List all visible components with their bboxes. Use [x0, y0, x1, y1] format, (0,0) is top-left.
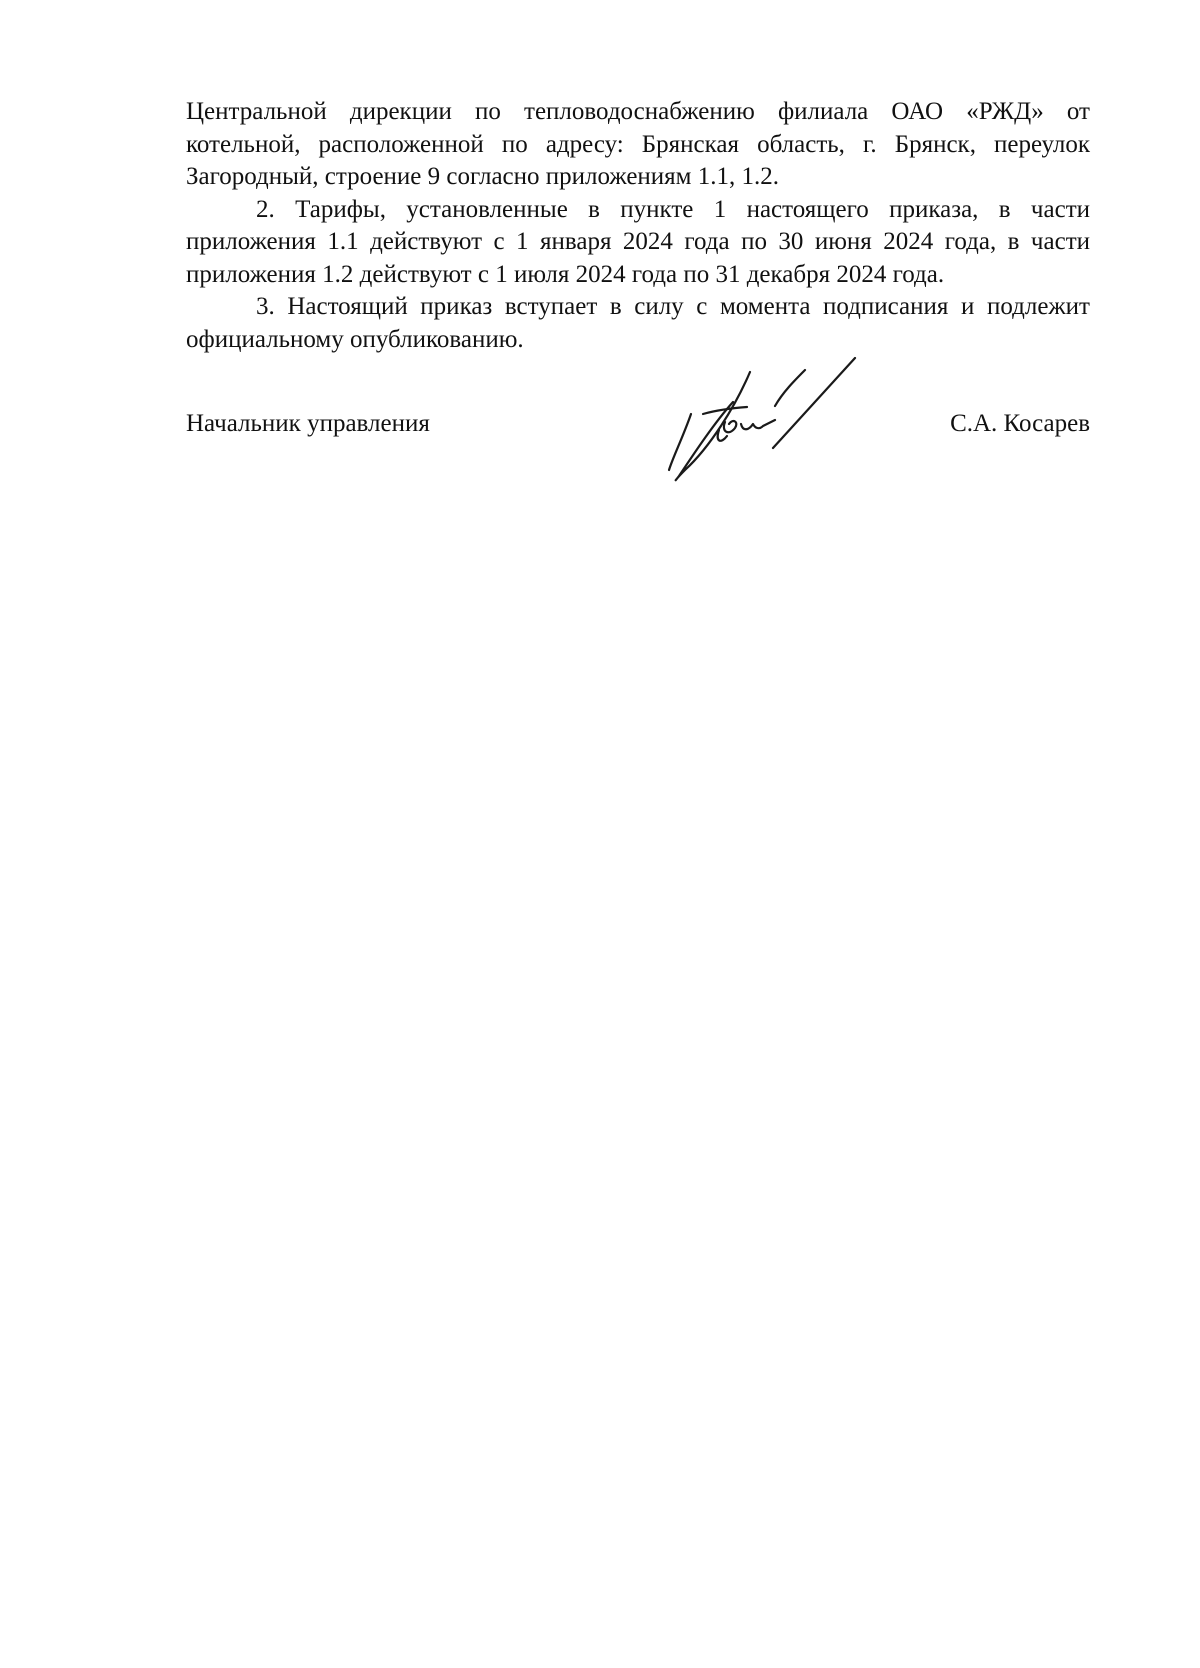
- handwritten-signature: [655, 352, 885, 502]
- paragraph-continuation: Центральной дирекции по тепловодоснабжению филиала ОАО «РЖД» от котельной, расположенной по адресу: Брянская область, г. Брянск, переулок Загородный, строение 9 согласно приложениям 1.1, 1.2.: [186, 98, 1090, 190]
- signatory-name: С.А. Косарев: [950, 410, 1090, 437]
- paragraph-item-2: 2. Тарифы, установленные в пункте 1 настоящего приказа, в части приложения 1.1 действуют с 1 января 2024 года по 30 июня 2024 года, в части приложения 1.2 действуют с 1 июля 2024 года по 31 декабря 2024 года.: [186, 195, 1090, 288]
- signatory-title: Начальник управления: [186, 410, 430, 437]
- paragraph-item-3: 3. Настоящий приказ вступает в силу с момента подписания и подлежит официальному опубликованию.: [186, 293, 1090, 353]
- document-body: [186, 96, 1090, 356]
